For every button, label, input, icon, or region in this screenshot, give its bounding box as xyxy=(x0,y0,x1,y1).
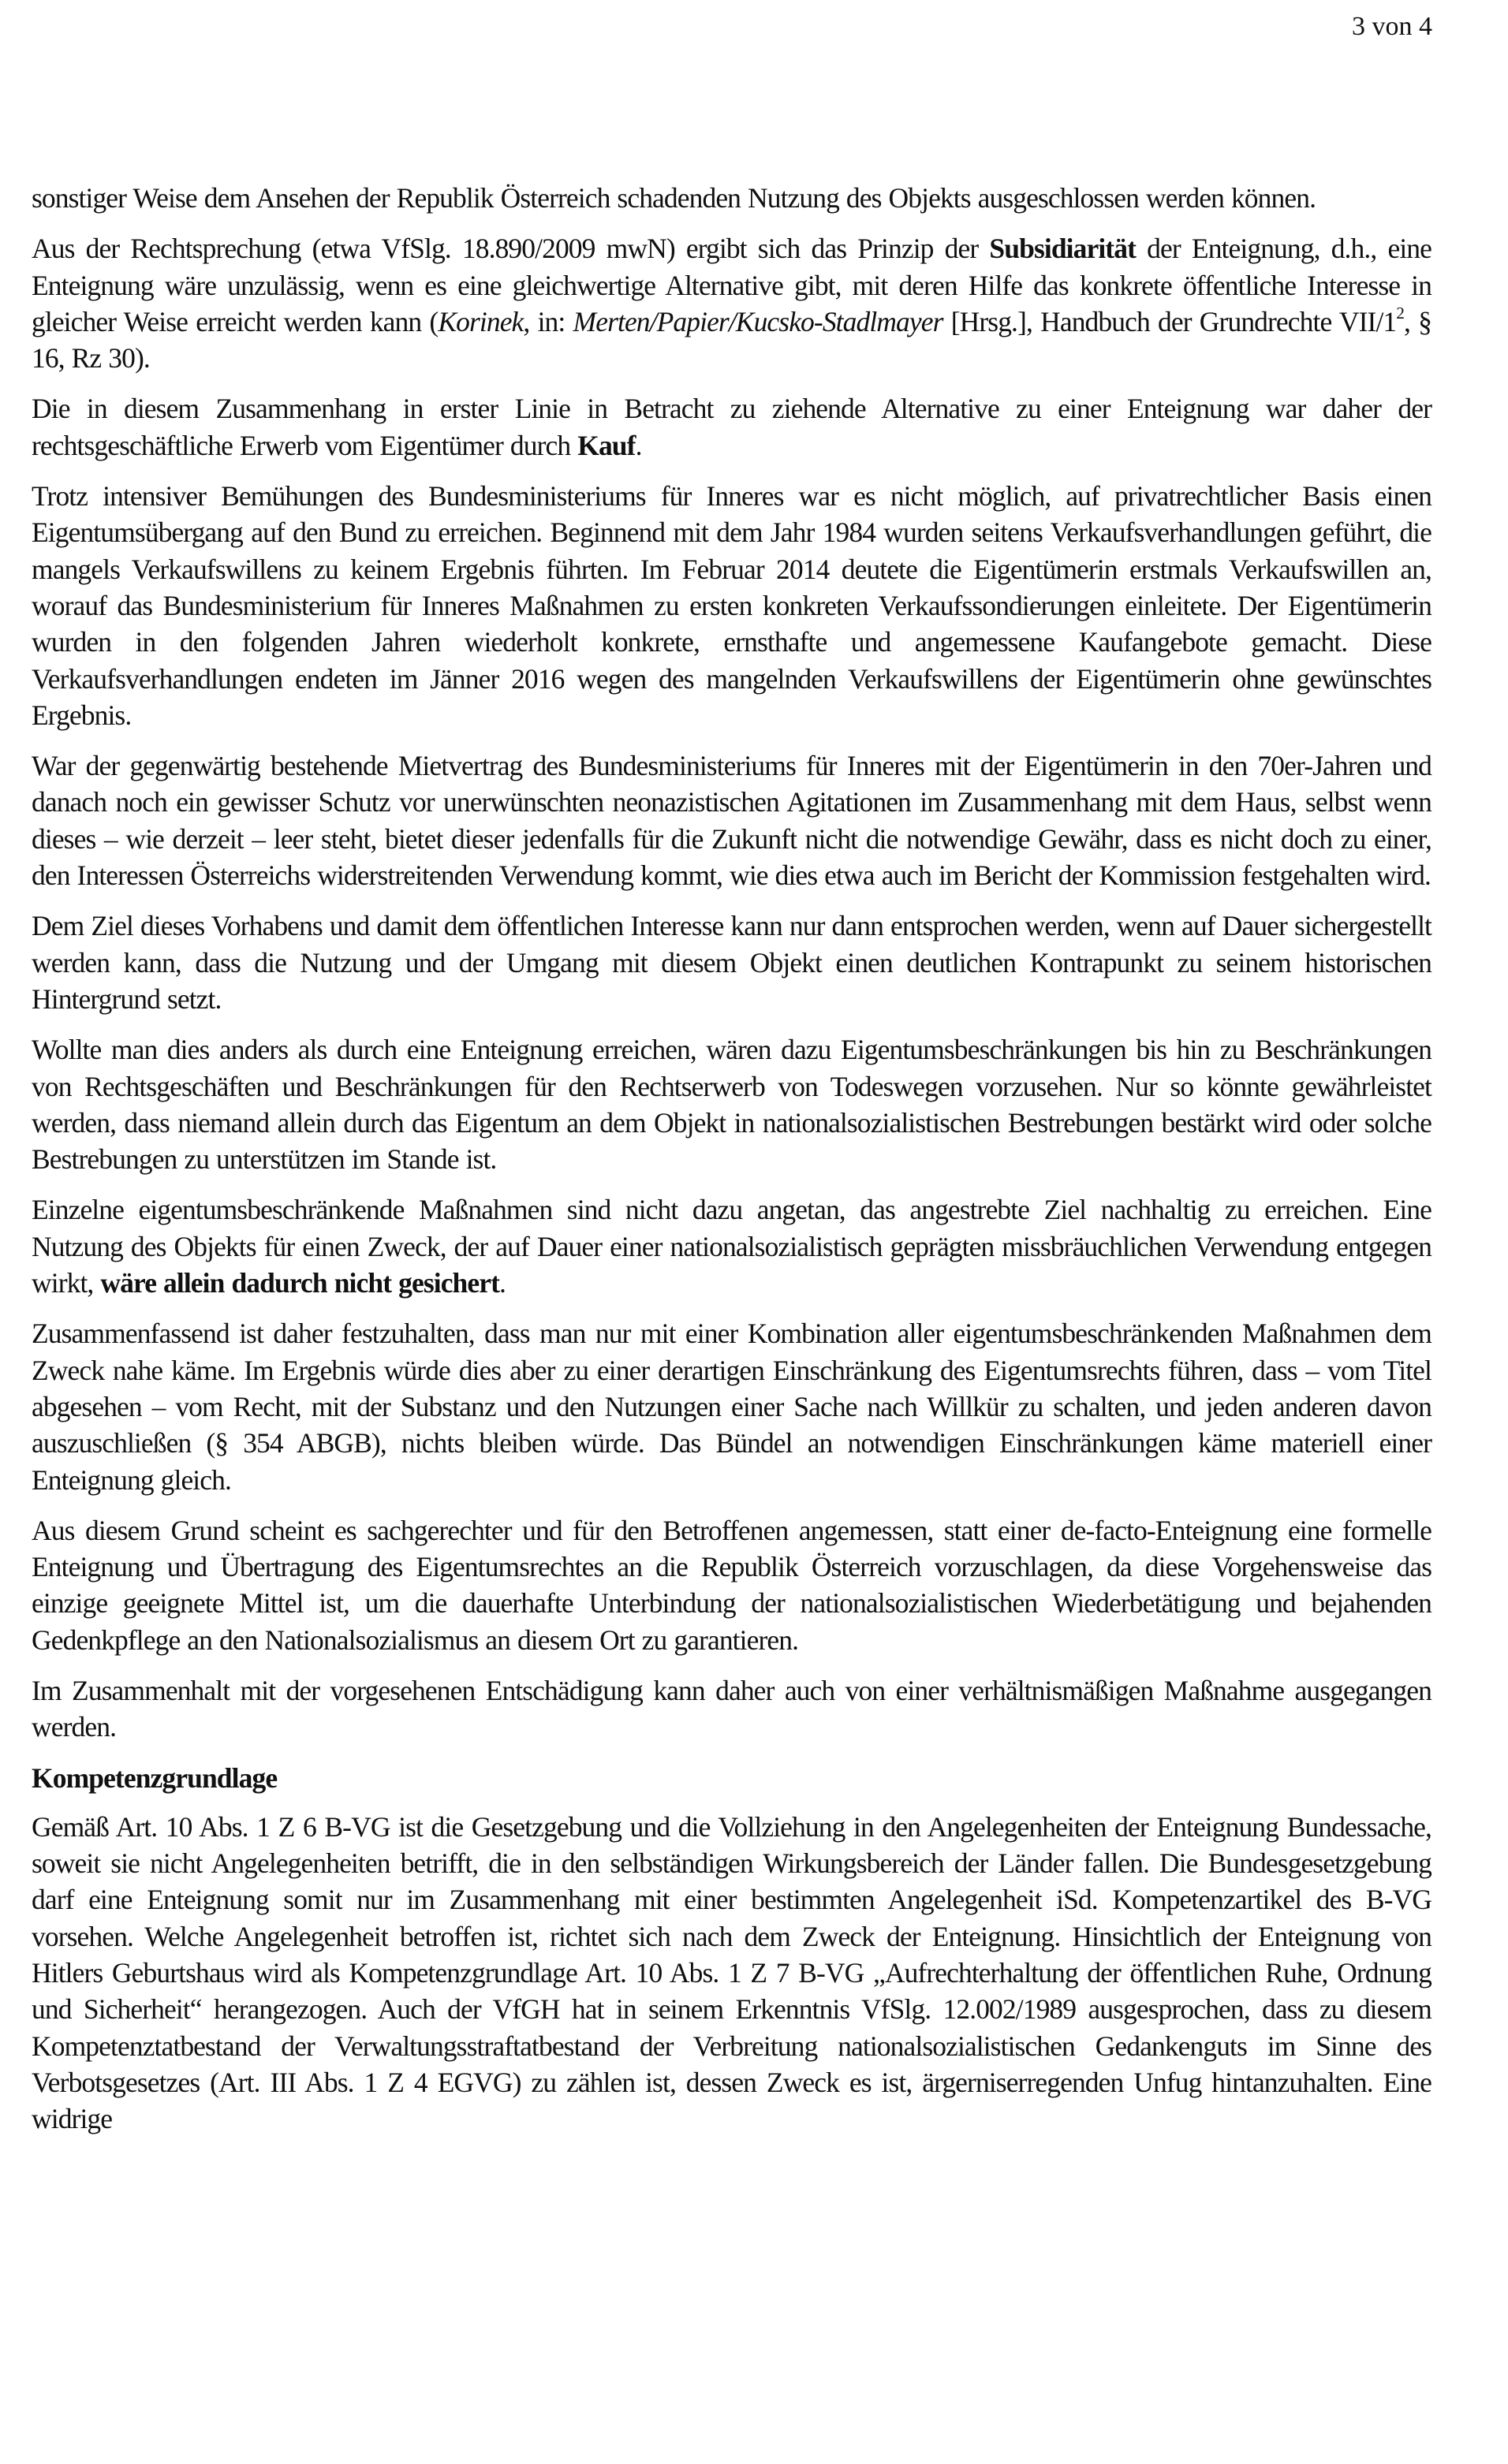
text-run: Zusammenfassend ist daher festzuhalten, dass man nur mit einer Kombination aller eigentumsbeschränkenden Maßnahmen dem Zweck nahe käme. Im Ergebnis würde dies aber zu einer derartigen Einschränkung des Eigentumsrechts führen, dass – vom Titel abgesehen – vom Recht, mit der Substanz und den Nutzungen einer Sache nach Willkür zu schalten, und jeden anderen davon auszuschließen (§ 354 ABGB), nichts bleiben würde. Das Bündel an notwendigen Einschränkungen käme materiell einer Enteignung gleich. xyxy=(32,1318,1431,1496)
text-run: Die in diesem Zusammenhang in erster Linie in Betracht zu ziehende Alternative zu einer Enteignung war daher der rechtsgeschäftliche Erwerb vom Eigentümer durch xyxy=(32,393,1431,461)
text-run: Gemäß Art. 10 Abs. 1 Z 6 B-VG ist die Gesetzgebung und die Vollziehung in den Angelegenheiten der Enteignung Bundessache, soweit sie nicht Angelegenheiten betrifft, die in den selbständigen Wirkungsbereich der Länder fallen. Die Bundesgesetzgebung darf eine Enteignung somit nur im Zusammenhang mit einer bestimmten Angelegenheit iSd. Kompetenzartikel des B-VG vorsehen. Welche Angelegenheit betroffen ist, richtet sich nach dem Zweck der Enteignung. Hinsichtlich der Enteignung von Hitlers Geburtshaus wird als Kompetenzgrundlage Art. 10 Abs. 1 Z 7 B-VG „Aufrechterhaltung der öffentlichen Ruhe, Ordnung und Sicherheit“ herangezogen. Auch der VfGH hat in seinem Erkenntnis VfSlg. 12.002/1989 ausgesprochen, dass zu diesem Kompetenztatbestand der Verwaltungsstraftatbestand der Verbreitung nationalsozialistischen Gedankenguts im Sinne des Verbotsgesetzes (Art. III Abs. 1 Z 4 EGVG) zu zählen ist, dessen Zweck es ist, ärgerniserregenden Unfug hintanzuhalten. Eine widrige xyxy=(32,1810,1431,2135)
text-run: der Enteignung, d.h., eine Enteignung wäre unzulässig, wenn es eine gleichwertige Alternative gibt, mit deren Hilfe das konkrete öffentliche Interesse in gleicher Weise erreicht werden kann ( xyxy=(32,233,1431,337)
text-run: War der gegenwärtig bestehende Mietvertrag des Bundesministeriums für Inneres mit der Eigentümerin in den 70er-Jahren und danach noch ein gewisser Schutz vor unerwünschten neonazistischen Agitationen im Zusammenhang mit dem Haus, selbst wenn dieses – wie derzeit – leer steht, bietet dieser jedenfalls für die Zukunft nicht die notwendige Gewähr, dass es nicht doch zu einer, den Interessen Österreichs widerstreitenden Verwendung kommt, wie dies etwa auch im Bericht der Kommission festgehalten wird. xyxy=(32,750,1431,892)
section-heading xyxy=(32,1760,1431,1796)
text-run: , § 16, Rz 30). xyxy=(32,305,1432,375)
text-run: Aus der Rechtsprechung (etwa VfSlg. 18.890/2009 mwN) ergibt sich das Prinzip der xyxy=(32,233,990,265)
text-run: Einzelne eigentumsbeschränkende Maßnahmen sind nicht dazu angetan, das angestrebte Ziel nachhaltig zu erreichen. Eine Nutzung des Objekts für einen Zweck, der auf Dauer einer nationalsozialistisch geprägten missbräuchlichen Verwendung entgegen wirkt, xyxy=(32,1194,1431,1299)
text-sup: 2 xyxy=(1396,303,1405,322)
text-run: Kompetenzgrundlage xyxy=(32,1761,278,1794)
text-run: Wollte man dies anders als durch eine Enteignung erreichen, wären dazu Eigentumsbeschränkungen bis hin zu Beschränkungen von Rechtsgeschäften und Beschränkungen für den Rechtserwerb von Todeswegen vorzusehen. Nur so könnte gewährleistet werden, dass niemand allein durch das Eigentum an dem Objekt in nationalsozialistischen Bestrebungen bestärkt wird oder solche Bestrebungen zu unterstützen im Stande ist. xyxy=(32,1034,1431,1176)
text-bold: Subsidiarität xyxy=(989,233,1137,265)
text-run: Dem Ziel dieses Vorhabens und damit dem öffentlichen Interesse kann nur dann entsprochen werden, wenn auf Dauer sichergestellt werden kann, dass die Nutzung und der Umgang mit diesem Objekt einen deutlichen Kontrapunkt zu seinem historischen Hintergrund setzt. xyxy=(32,910,1431,1015)
paragraph xyxy=(32,1809,1431,2138)
text-run: , in: xyxy=(523,305,573,337)
text-run: Aus diesem Grund scheint es sachgerechter und für den Betroffenen angemessen, statt einer de-facto-Enteignung eine formelle Enteignung und Übertragung des Eigentumsrechtes an die Republik Österreich vorzuschlagen, da diese Vorgehensweise das einzige geeignete Mittel ist, um die dauerhafte Unterbindung der nationalsozialistischen Wiederbetätigung und bejahenden Gedenkpflege an den Nationalsozialismus an diesem Ort zu garantieren. xyxy=(32,1514,1431,1656)
paragraph xyxy=(32,390,1431,464)
paragraph xyxy=(32,1191,1431,1301)
paragraph xyxy=(32,1031,1431,1177)
text-run: . xyxy=(499,1267,506,1299)
text-italic: Merten/Papier/Kucsko-Stadlmayer xyxy=(573,305,943,337)
paragraph xyxy=(32,180,1431,216)
paragraph xyxy=(32,1512,1431,1658)
page-number: 3 von 4 xyxy=(1352,12,1432,41)
paragraph xyxy=(32,230,1431,376)
text-italic: Korinek xyxy=(438,305,524,337)
text-run: sonstiger Weise dem Ansehen der Republik Österreich schadenden Nutzung des Objekts ausgeschlossen werden können. xyxy=(32,182,1316,214)
text-run: . xyxy=(635,429,642,461)
text-bold: Kauf xyxy=(577,429,636,461)
paragraph xyxy=(32,1672,1431,1746)
paragraph xyxy=(32,478,1431,733)
text-run: Trotz intensiver Bemühungen des Bundesministeriums für Inneres war es nicht möglich, auf privatrechtlicher Basis einen Eigentumsübergang auf den Bund zu erreichen. Beginnend mit dem Jahr 1984 wurden seitens Verkaufsverhandlungen geführt, die mangels Verkaufswillens zu keinem Ergebnis führten. Im Februar 2014 deutete die Eigentümerin erstmals Verkaufswillen an, worauf das Bundesministerium für Inneres Maßnahmen zu ersten konkreten Verkaufssondierungen einleitete. Der Eigentümerin wurden in den folgenden Jahren wiederholt konkrete, ernsthafte und angemessene Kaufangebote gemacht. Diese Verkaufsverhandlungen endeten im Jänner 2016 wegen des mangelnden Verkaufswillens der Eigentümerin ohne gewünschtes Ergebnis. xyxy=(32,480,1431,731)
text-run: [Hrsg.], Handbuch der Grundrechte VII/1 xyxy=(942,305,1397,337)
text-run: Im Zusammenhalt mit der vorgesehenen Entschädigung kann daher auch von einer verhältnismäßigen Maßnahme ausgegangen werden. xyxy=(32,1674,1431,1743)
paragraph xyxy=(32,908,1431,1017)
text-bold: wäre allein dadurch nicht gesichert xyxy=(100,1267,500,1299)
document-body xyxy=(32,180,1431,2152)
paragraph xyxy=(32,747,1431,893)
paragraph xyxy=(32,1315,1431,1497)
